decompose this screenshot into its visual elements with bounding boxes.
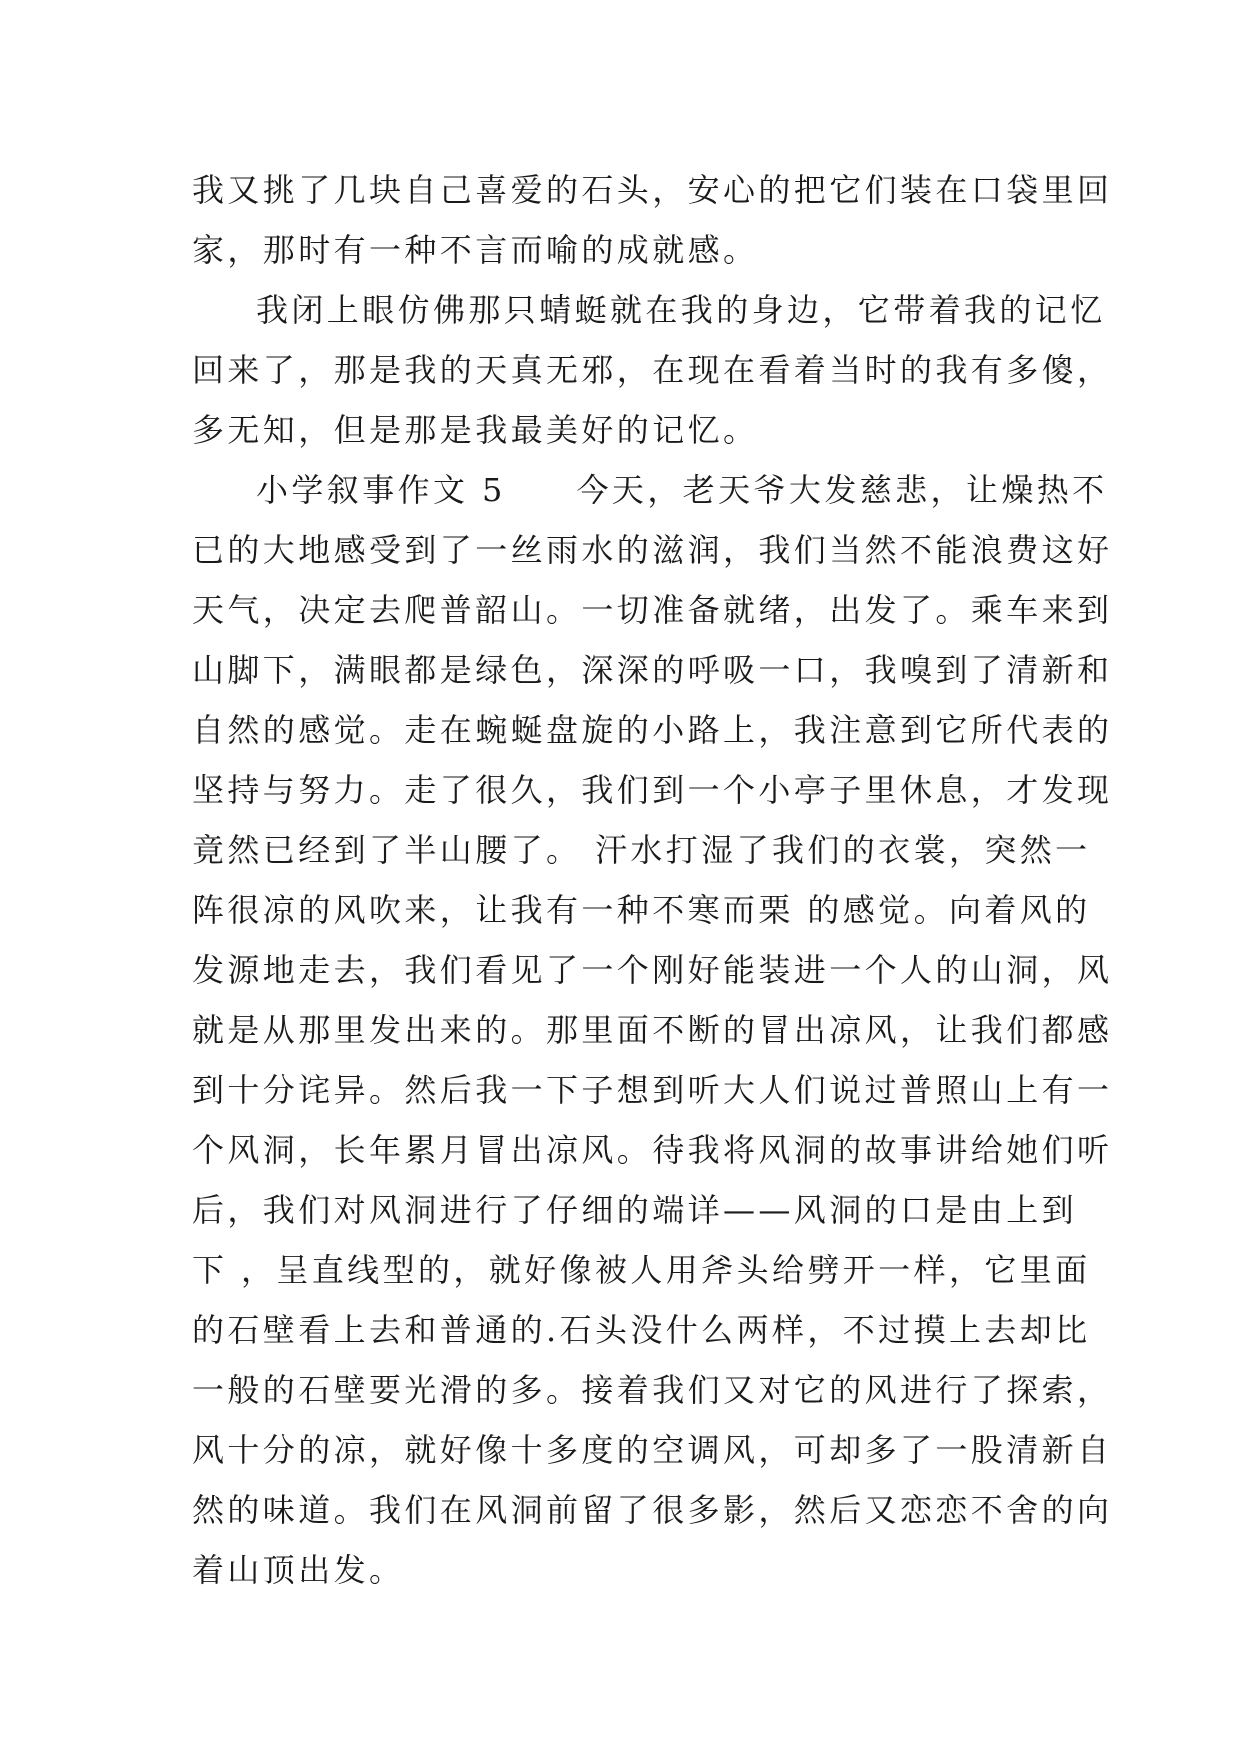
text-line: 着山顶出发。 xyxy=(192,1551,405,1589)
text-line: 天气，决定去爬普韶山。一切准备就绪，出发了。乘车来到 xyxy=(192,591,1113,629)
text-line: 发源地走去，我们看见了一个刚好能装进一个人的山洞，风 xyxy=(192,951,1113,989)
text-line: 回来了，那是我的天真无邪，在现在看着当时的我有多傻， xyxy=(192,351,1113,389)
text-line: 风十分的凉，就好像十多度的空调风，可却多了一股清新自 xyxy=(192,1431,1113,1469)
text-line: 已的大地感受到了一丝雨水的滋润，我们当然不能浪费这好 xyxy=(192,531,1113,569)
text-line: 到十分诧异。然后我一下子想到听大人们说过普照山上有一 xyxy=(192,1071,1113,1109)
text-line: 小学叙事作文 5 今天，老天爷大发慈悲，让燥热不 xyxy=(256,471,1108,509)
text-line: 下 ，呈直线型的，就好像被人用斧头给劈开一样，它里面 xyxy=(192,1251,1091,1289)
text-line: 竟然已经到了半山腰了。 汗水打湿了我们的衣裳，突然一 xyxy=(192,831,1091,869)
text-line: 我又挑了几块自己喜爱的石头，安心的把它们装在口袋里回 xyxy=(192,171,1113,209)
text-line: 自然的感觉。走在蜿蜒盘旋的小路上，我注意到它所代表的 xyxy=(192,711,1113,749)
text-line: 我闭上眼仿佛那只蜻蜓就在我的身边，它带着我的记忆 xyxy=(256,291,1106,329)
text-line: 后，我们对风洞进行了仔细的端详——风洞的口是由上到 xyxy=(192,1191,1078,1229)
text-line: 阵很凉的风吹来，让我有一种不寒而栗 的感觉。向着风的 xyxy=(192,891,1091,929)
text-line: 山脚下，满眼都是绿色，深深的呼吸一口，我嗅到了清新和 xyxy=(192,651,1113,689)
text-line: 就是从那里发出来的。那里面不断的冒出凉风，让我们都感 xyxy=(192,1011,1113,1049)
text-line: 坚持与努力。走了很久，我们到一个小亭子里休息，才发现 xyxy=(192,771,1113,809)
text-line: 然的味道。我们在风洞前留了很多影，然后又恋恋不舍的向 xyxy=(192,1491,1113,1529)
text-line: 的石壁看上去和普通的.石头没什么两样，不过摸上去却比 xyxy=(192,1311,1091,1349)
text-line: 个风洞，长年累月冒出凉风。待我将风洞的故事讲给她们听 xyxy=(192,1131,1113,1169)
text-line: 家，那时有一种不言而喻的成就感。 xyxy=(192,231,759,269)
body-text xyxy=(192,160,1113,1600)
text-line: 多无知，但是那是我最美好的记忆。 xyxy=(192,411,759,449)
text-line: 一般的石壁要光滑的多。接着我们又对它的风进行了探索， xyxy=(192,1371,1113,1409)
